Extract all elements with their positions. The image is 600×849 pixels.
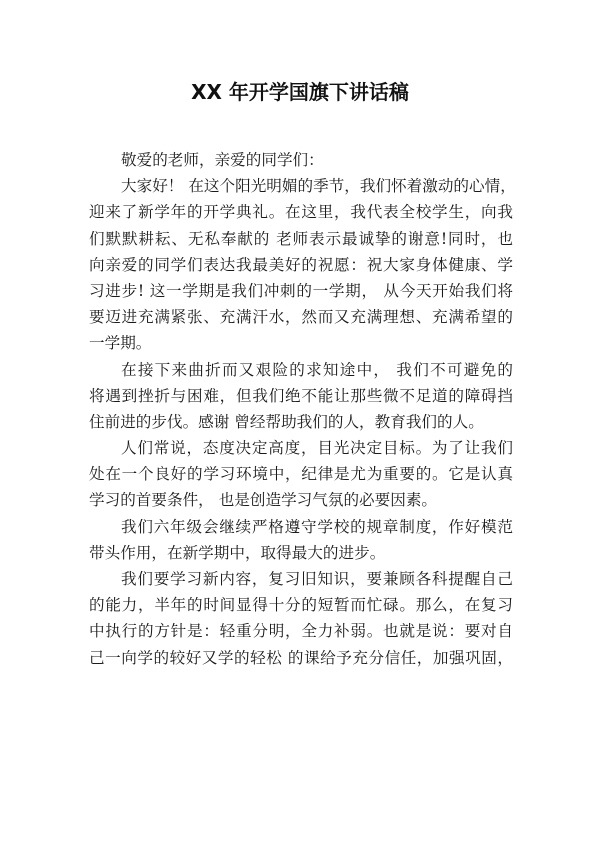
- paragraph-line: 一学期。: [89, 334, 152, 353]
- page-title: XX 年开学国旗下讲话稿: [191, 80, 409, 104]
- paragraph-line: 处在一个良好的学习环境中，纪律是尤为重要的。它是认真: [89, 465, 513, 484]
- speech-body: [89, 147, 516, 671]
- paragraph-line: 己一向学的较好又学的轻松 的课给予充分信任，加强巩固，: [89, 648, 513, 667]
- paragraph-line: 我们要学习新内容，复习旧知识，要兼顾各科提醒自己: [121, 570, 513, 588]
- paragraph-line: 迎来了新学年的开学典礼。在这里，我代表全校学生，向我: [89, 203, 513, 222]
- paragraph-line: 的能力，半年的时间显得十分的短暂而忙碌。那么，在复习: [89, 596, 513, 615]
- paragraph-line: 人们常说，态度决定高度，目光决定目标。为了让我们: [121, 439, 513, 458]
- paragraph-line: 我们六年级会继续严格遵守学校的规章制度，作好模范: [121, 517, 513, 536]
- paragraph-line: 中执行的方针是：轻重分明，全力补弱。也就是说：要对自: [89, 622, 513, 641]
- paragraph-line: 将遇到挫折与困难，但我们绝不能让那些微不足道的障碍挡: [89, 386, 513, 405]
- paragraph-line: 住前进的步伐。感谢 曾经帮助我们的人，教育我们的人。: [89, 412, 484, 431]
- salutation-line: 敬爱的老师，亲爱的同学们：: [121, 151, 324, 169]
- paragraph-line: 学习的首要条件， 也是创造学习气氛的必要因素。: [89, 491, 438, 510]
- paragraph-line: 习进步! 这一学期是我们冲刺的一学期， 从今天开始我们将: [89, 281, 513, 300]
- paragraph-line: 要迈进充满紧张、充满汗水，然而又充满理想、充满希望的: [89, 308, 513, 327]
- paragraph-line: 在接下来曲折而又艰险的求知途中， 我们不可避免的: [121, 360, 513, 379]
- paragraph-line: 带头作用，在新学期中，取得最大的进步。: [89, 543, 386, 562]
- paragraph-line: 们默默耕耘、无私奉献的 老师表示最诚挚的谢意!同时，也: [89, 229, 513, 248]
- paragraph-line: 向亲爱的同学们表达我最美好的祝愿：祝大家身体健康、学: [89, 255, 513, 274]
- paragraph-line: 大家好！ 在这个阳光明媚的季节，我们怀着激动的心情，: [121, 177, 516, 196]
